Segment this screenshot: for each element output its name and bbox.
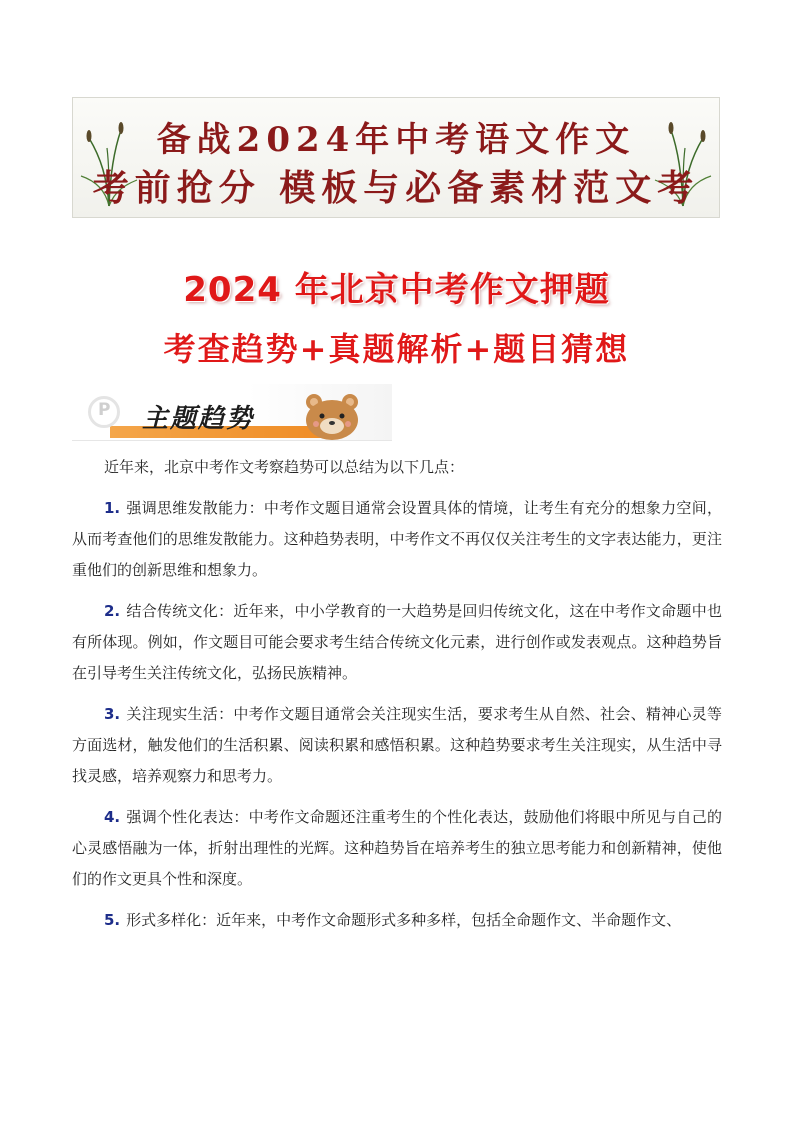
point-text: 结合传统文化：近年来，中小学教育的一大趋势是回归传统文化，这在中考作文命题中也有所体现。例如，作文题目可能会要求考生结合传统文化元素，进行创作或发表观点。这种趋势旨在引导考生关注传统文化，弘扬民族精神。 bbox=[72, 602, 722, 682]
header-banner bbox=[72, 97, 720, 218]
page-subtitle: 考查趋势+真题解析+题目猜想 bbox=[163, 330, 630, 368]
bear-mascot-icon bbox=[300, 390, 364, 440]
point-number: 4. bbox=[104, 808, 121, 826]
point-number: 2. bbox=[104, 602, 121, 620]
intro-paragraph: 近年来，北京中考作文考察趋势可以总结为以下几点： bbox=[104, 458, 465, 476]
point-number: 5. bbox=[104, 911, 121, 929]
point-number: 3. bbox=[104, 705, 121, 723]
point-text: 强调个性化表达：中考作文命题还注重考生的个性化表达，鼓励他们将眼中所见与自己的心灵感悟融为一体，折射出理性的光辉。这种趋势旨在培养考生的独立思考能力和创新精神，使他们的作文更具个性和深度。 bbox=[72, 808, 722, 888]
section-badge-letter: P bbox=[98, 400, 111, 420]
point-text: 形式多样化：近年来，中考作文命题形式多种多样，包括全命题作文、半命题作文、 bbox=[126, 911, 682, 929]
trend-point-1 bbox=[72, 493, 722, 586]
trend-point-2 bbox=[72, 596, 722, 689]
banner-line-2: 考前抢分 模板与必备素材范文考 bbox=[92, 167, 700, 209]
point-number: 1. bbox=[104, 499, 121, 517]
section-header bbox=[72, 384, 392, 440]
trend-point-3 bbox=[72, 699, 722, 792]
section-title: 主题趋势 bbox=[142, 404, 255, 434]
article-body bbox=[72, 452, 722, 946]
trend-point-4 bbox=[72, 802, 722, 895]
page-title: 2024 年北京中考作文押题 bbox=[183, 270, 610, 310]
trend-point-5 bbox=[72, 905, 722, 936]
banner-line-1: 备战2024年中考语文作文 bbox=[156, 120, 636, 160]
point-text: 强调思维发散能力：中考作文题目通常会设置具体的情境，让考生有充分的想象力空间，从而考查他们的思维发散能力。这种趋势表明，中考作文不再仅仅关注考生的文字表达能力，更注重他们的创新思维和想象力。 bbox=[72, 499, 722, 579]
point-text: 关注现实生活：中考作文题目通常会关注现实生活，要求考生从自然、社会、精神心灵等方面选材，触发他们的生活积累、阅读积累和感悟积累。这种趋势要求考生关注现实，从生活中寻找灵感，培养观察力和思考力。 bbox=[72, 705, 722, 785]
